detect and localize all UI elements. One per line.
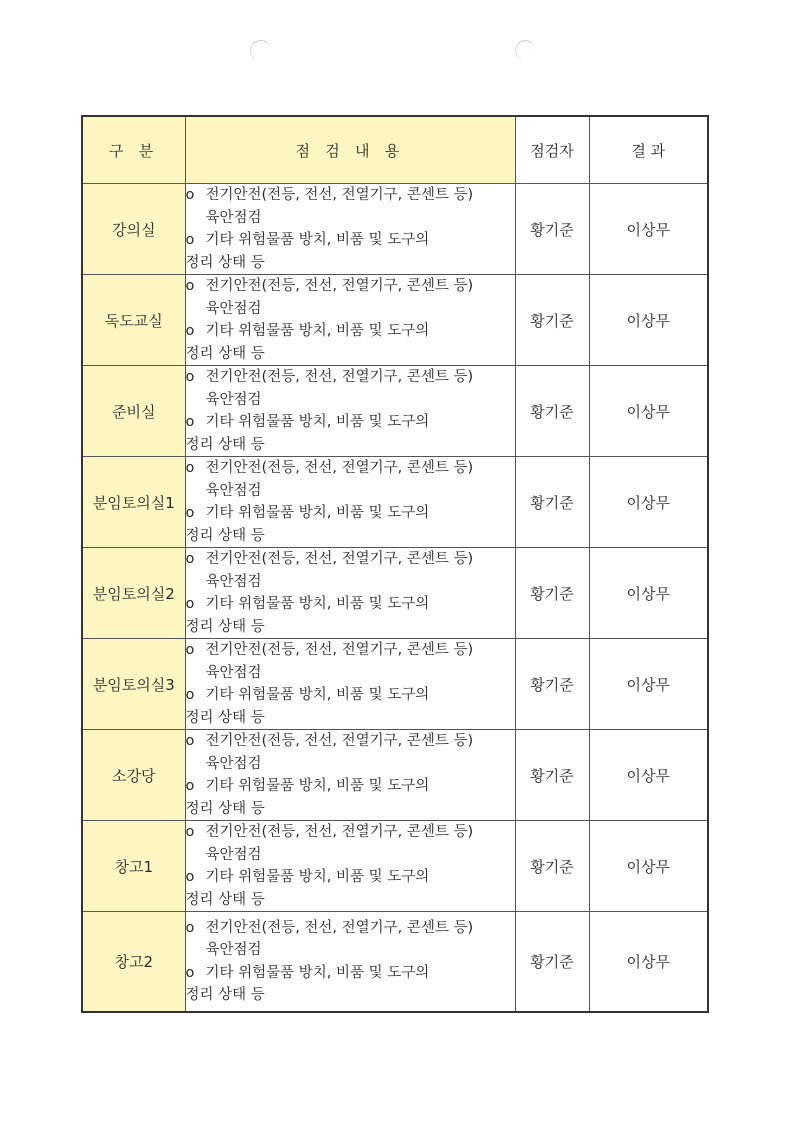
content-cell — [185, 457, 515, 548]
area-cell: 강의실 — [82, 184, 185, 275]
item-continuation: 육안점검 — [205, 846, 262, 863]
checklist-item — [186, 917, 515, 940]
inspection-table — [81, 115, 709, 1013]
item-continuation: 육안점검 — [205, 391, 262, 408]
content-cell — [185, 275, 515, 366]
bullet-icon: o — [185, 414, 195, 430]
item-text: 기타 위험물품 방치, 비품 및 도구의 — [205, 323, 430, 339]
inspector-cell: 황기준 — [515, 457, 589, 548]
checklist-item — [186, 821, 515, 844]
table-row — [82, 275, 708, 366]
checklist-item — [186, 502, 515, 525]
checklist-item — [186, 684, 515, 707]
bullet-icon: o — [185, 596, 195, 612]
checklist-item — [186, 866, 515, 889]
bullet-icon: o — [185, 869, 195, 885]
bullet-icon: o — [185, 824, 195, 840]
result-cell: 이상무 — [589, 457, 708, 548]
item-text: 전기안전(전등, 전선, 전열기구, 콘센트 등) — [205, 551, 474, 567]
result-header: 결 과 — [589, 116, 708, 184]
bullet-icon: o — [185, 687, 195, 703]
bullet-icon: o — [185, 964, 195, 981]
punch-hole-right — [515, 40, 536, 61]
content-header: 점 검 내 용 — [185, 116, 515, 184]
table-row — [82, 821, 708, 912]
item-continuation: 육안점검 — [205, 209, 262, 226]
item-text: 기타 위험물품 방치, 비품 및 도구의 — [205, 869, 430, 885]
item-text: 기타 위험물품 방치, 비품 및 도구의 — [205, 778, 430, 794]
item-continuation: 정리 상태 등 — [185, 436, 265, 453]
inspector-cell: 황기준 — [515, 275, 589, 366]
bullet-icon: o — [185, 642, 195, 658]
table-row — [82, 639, 708, 730]
item-continuation: 육안점검 — [205, 664, 262, 681]
table-row — [82, 730, 708, 821]
checklist-item — [186, 229, 515, 252]
item-text: 전기안전(전등, 전선, 전열기구, 콘센트 등) — [205, 733, 474, 749]
item-continuation: 육안점검 — [205, 573, 262, 590]
item-continuation: 육안점검 — [205, 482, 262, 499]
table-row — [82, 184, 708, 275]
inspector-cell: 황기준 — [515, 912, 589, 1013]
inspector-cell: 황기준 — [515, 548, 589, 639]
checklist-item — [186, 366, 515, 389]
category-header: 구 분 — [82, 116, 185, 184]
bullet-icon: o — [185, 551, 195, 567]
item-text: 기타 위험물품 방치, 비품 및 도구의 — [205, 505, 430, 521]
item-text: 전기안전(전등, 전선, 전열기구, 콘센트 등) — [205, 187, 474, 203]
checklist-item — [186, 184, 515, 207]
checklist-item — [186, 411, 515, 434]
result-cell: 이상무 — [589, 275, 708, 366]
item-continuation: 정리 상태 등 — [185, 709, 265, 726]
item-continuation: 정리 상태 등 — [185, 891, 265, 908]
content-cell — [185, 366, 515, 457]
item-text: 기타 위험물품 방치, 비품 및 도구의 — [205, 414, 430, 430]
checklist-item — [186, 320, 515, 343]
table-row — [82, 457, 708, 548]
area-cell: 준비실 — [82, 366, 185, 457]
result-cell: 이상무 — [589, 184, 708, 275]
area-cell: 소강당 — [82, 730, 185, 821]
inspector-cell: 황기준 — [515, 184, 589, 275]
result-cell: 이상무 — [589, 548, 708, 639]
inspector-cell: 황기준 — [515, 821, 589, 912]
checklist-item — [186, 593, 515, 616]
item-text: 기타 위험물품 방치, 비품 및 도구의 — [205, 596, 430, 612]
bullet-icon: o — [185, 278, 195, 294]
bullet-icon: o — [185, 733, 195, 749]
item-text: 전기안전(전등, 전선, 전열기구, 콘센트 등) — [205, 369, 474, 385]
area-cell: 독도교실 — [82, 275, 185, 366]
result-cell: 이상무 — [589, 366, 708, 457]
content-cell — [185, 912, 515, 1013]
item-text: 전기안전(전등, 전선, 전열기구, 콘센트 등) — [205, 642, 474, 658]
item-text: 전기안전(전등, 전선, 전열기구, 콘센트 등) — [205, 460, 474, 476]
item-continuation: 정리 상태 등 — [185, 254, 265, 271]
checklist-item — [186, 275, 515, 298]
inspector-cell: 황기준 — [515, 366, 589, 457]
result-cell: 이상무 — [589, 639, 708, 730]
checklist-item — [186, 775, 515, 798]
item-text: 전기안전(전등, 전선, 전열기구, 콘센트 등) — [205, 824, 474, 840]
area-cell: 분임토의실3 — [82, 639, 185, 730]
result-cell: 이상무 — [589, 730, 708, 821]
content-cell — [185, 184, 515, 275]
item-continuation: 정리 상태 등 — [185, 618, 265, 635]
item-text: 기타 위험물품 방치, 비품 및 도구의 — [205, 964, 430, 981]
checklist-item — [186, 730, 515, 753]
item-continuation: 육안점검 — [205, 755, 262, 772]
bullet-icon: o — [185, 323, 195, 339]
punch-hole-left — [250, 40, 271, 61]
table-row — [82, 548, 708, 639]
bullet-icon: o — [185, 505, 195, 521]
content-cell — [185, 639, 515, 730]
header-row — [82, 116, 708, 184]
content-cell — [185, 730, 515, 821]
inspector-cell: 황기준 — [515, 639, 589, 730]
bullet-icon: o — [185, 232, 195, 248]
item-continuation: 정리 상태 등 — [185, 345, 265, 362]
area-cell: 창고1 — [82, 821, 185, 912]
item-text: 기타 위험물품 방치, 비품 및 도구의 — [205, 232, 430, 248]
table-row — [82, 366, 708, 457]
area-cell: 분임토의실2 — [82, 548, 185, 639]
item-text: 전기안전(전등, 전선, 전열기구, 콘센트 등) — [205, 278, 474, 294]
item-text: 전기안전(전등, 전선, 전열기구, 콘센트 등) — [205, 919, 474, 936]
item-continuation: 정리 상태 등 — [185, 800, 265, 817]
checklist-item — [186, 548, 515, 571]
bullet-icon: o — [185, 187, 195, 203]
table-row — [82, 912, 708, 1013]
item-continuation: 육안점검 — [205, 942, 262, 958]
item-continuation: 육안점검 — [205, 300, 262, 317]
bullet-icon: o — [185, 919, 195, 936]
area-cell: 창고2 — [82, 912, 185, 1013]
item-text: 기타 위험물품 방치, 비품 및 도구의 — [205, 687, 430, 703]
bullet-icon: o — [185, 778, 195, 794]
inspector-header: 점검자 — [515, 116, 589, 184]
content-cell — [185, 548, 515, 639]
content-cell — [185, 821, 515, 912]
checklist-item — [186, 639, 515, 662]
area-cell: 분임토의실1 — [82, 457, 185, 548]
result-cell: 이상무 — [589, 912, 708, 1013]
result-cell: 이상무 — [589, 821, 708, 912]
inspector-cell: 황기준 — [515, 730, 589, 821]
checklist-item — [186, 457, 515, 480]
item-continuation: 정리 상태 등 — [185, 527, 265, 544]
bullet-icon: o — [185, 369, 195, 385]
item-continuation: 정리 상태 등 — [185, 987, 265, 1003]
bullet-icon: o — [185, 460, 195, 476]
checklist-item — [186, 962, 515, 985]
